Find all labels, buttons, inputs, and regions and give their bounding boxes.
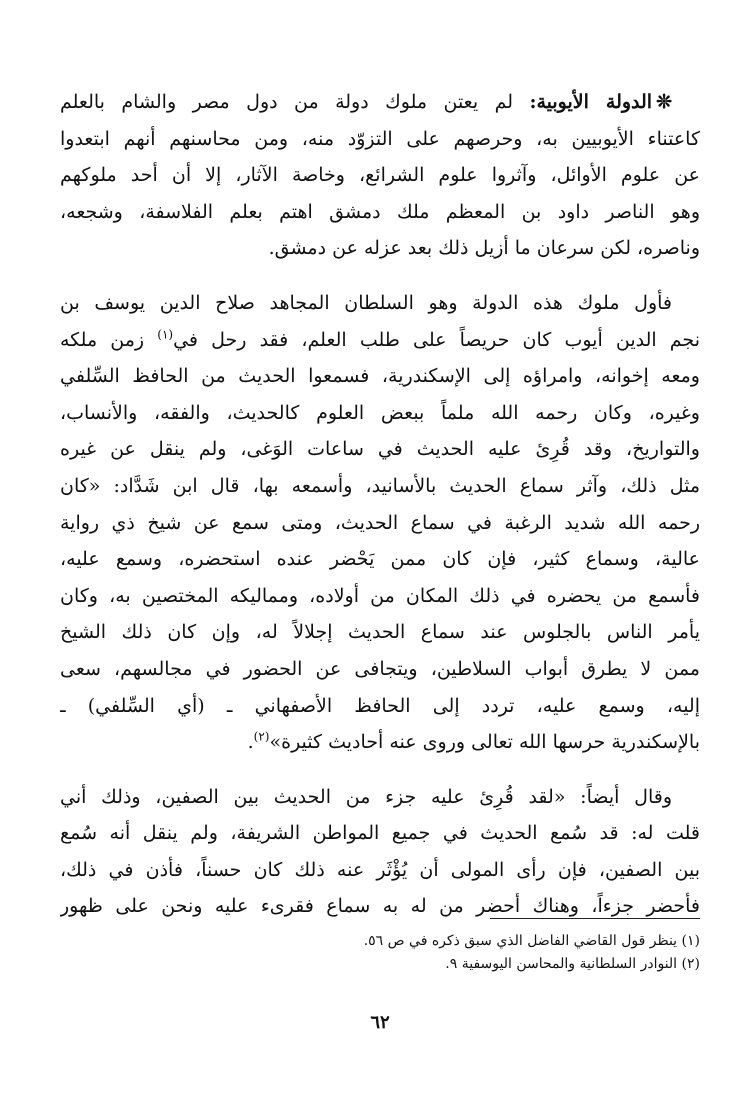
- text-line: مثل ذلك، وآثر سماع الحديث بالأسانيد، وأسمعه بها، قال ابن شَدَّاد: «كان: [60, 474, 700, 497]
- text-line: رحمه الله شديد الرغبة في سماع الحديث، ومتى سمع عن شيخ ذي رواية: [60, 511, 700, 534]
- section-heading: الدولة الأيوبية:: [529, 91, 653, 113]
- line-text: زمن ملكه: [60, 328, 145, 351]
- text-line: [60, 84, 700, 121]
- text-line: عن علوم الأوائل، وآثروا علوم الشرائع، وخاصة الآثار، إلا أن أحد ملوكهم: [60, 164, 700, 187]
- text-line: فأحضر جزءاً، وهناك أحضر من له به سماع فقرىء عليه ونحن على ظهور: [60, 895, 700, 918]
- text-line: [60, 322, 700, 359]
- footnote-ref-2: (٢): [253, 729, 270, 744]
- book-page: [60, 84, 700, 1084]
- paragraph-ayyubid-state: [60, 84, 700, 267]
- footnote-ref-1: (١): [157, 327, 174, 342]
- text-line: إليه، وسمع عليه، تردد إلى الحافظ الأصفهاني ـ (أي السِّلفي) ـ: [60, 694, 700, 717]
- text-line: فأول ملوك هذه الدولة وهو السلطان المجاهد صلاح الدين يوسف بن: [60, 291, 672, 314]
- footnotes: [60, 930, 700, 976]
- paragraph-between-ranks: [60, 779, 700, 925]
- footnote-2: (٢) النوادر السلطانية والمحاسن اليوسفية ٩.: [445, 956, 700, 972]
- text-line: وهو الناصر داود بن المعظم ملك دمشق اهتم بعلم الفلاسفة، وشجعه،: [60, 200, 700, 223]
- text-line: والتواريخ، وقد قُرِئ عليه الحديث في ساعات الوَغى، ولم ينقل عن غيره: [60, 438, 700, 461]
- text-line: يأمر الناس بالجلوس عند سماع الحديث إجلالاً له، وإن كان ذلك الشيخ: [60, 621, 700, 644]
- text-line: كاعتناء الأيوبيين به، وحرصهم على التزوّد منه، ومن محاسنهم أنهم ابتعدوا: [60, 127, 700, 150]
- text-line: ومعه إخوانه، وامراؤه إلى الإسكندرية، فسمعوا الحديث من الحافظ السِّلفي: [60, 365, 700, 388]
- line-text: بالإسكندرية حرسها الله تعالى وروى عنه أحاديث كثيرة»: [269, 731, 700, 754]
- text-line: عالية، وسماع كثير، فإن كان ممن يَحْضر عنده استحضره، وسمع عليه،: [60, 548, 700, 571]
- text-line: وناصره، لكن سرعان ما أزيل ذلك بعد عزله عن دمشق.: [268, 237, 700, 260]
- page-number: ٦٢: [370, 1012, 390, 1033]
- line-text: نجم الدين أيوب كان حريصاً على طلب العلم، فقد رحل في: [173, 328, 700, 351]
- footnote-1: (١) ينظر قول القاضي الفاضل الذي سبق ذكره في ص ٥٦.: [363, 933, 700, 949]
- text-line: وغيره، وكان رحمه الله ملماً ببعض العلوم كالحديث، والفقه، والأنساب،: [60, 401, 700, 424]
- text-line: [60, 724, 700, 761]
- line-end: .: [247, 731, 254, 754]
- line-text: لم يعتن ملوك دولة من دول مصر والشام بالعلم: [60, 91, 514, 113]
- text-line: ممن لا يطرق أبواب السلاطين، ويتجافى عن الحضور في مجالسهم، سعى: [60, 657, 700, 680]
- text-line: قلت له: قد سُمع الحديث في جميع المواطن الشريفة، ولم ينقل أنه سُمع: [60, 822, 700, 845]
- text-line: فأسمع من يحضره في ذلك المكان من أولاده، ومماليكه المختصين به، وكان: [60, 584, 700, 607]
- text-line: بين الصفين، فإن رأى المولى أن يُؤْثَر عنه ذلك كان حسناً، فأذن في ذلك،: [60, 858, 700, 881]
- footnote-divider: [490, 918, 700, 919]
- text-line: وقال أيضاً: «لقد قُرِئ عليه جزء من الحديث بين الصفين، وذلك أني: [60, 785, 672, 808]
- paragraph-saladin: [60, 285, 700, 761]
- asterisk-marker: ❊: [656, 91, 673, 113]
